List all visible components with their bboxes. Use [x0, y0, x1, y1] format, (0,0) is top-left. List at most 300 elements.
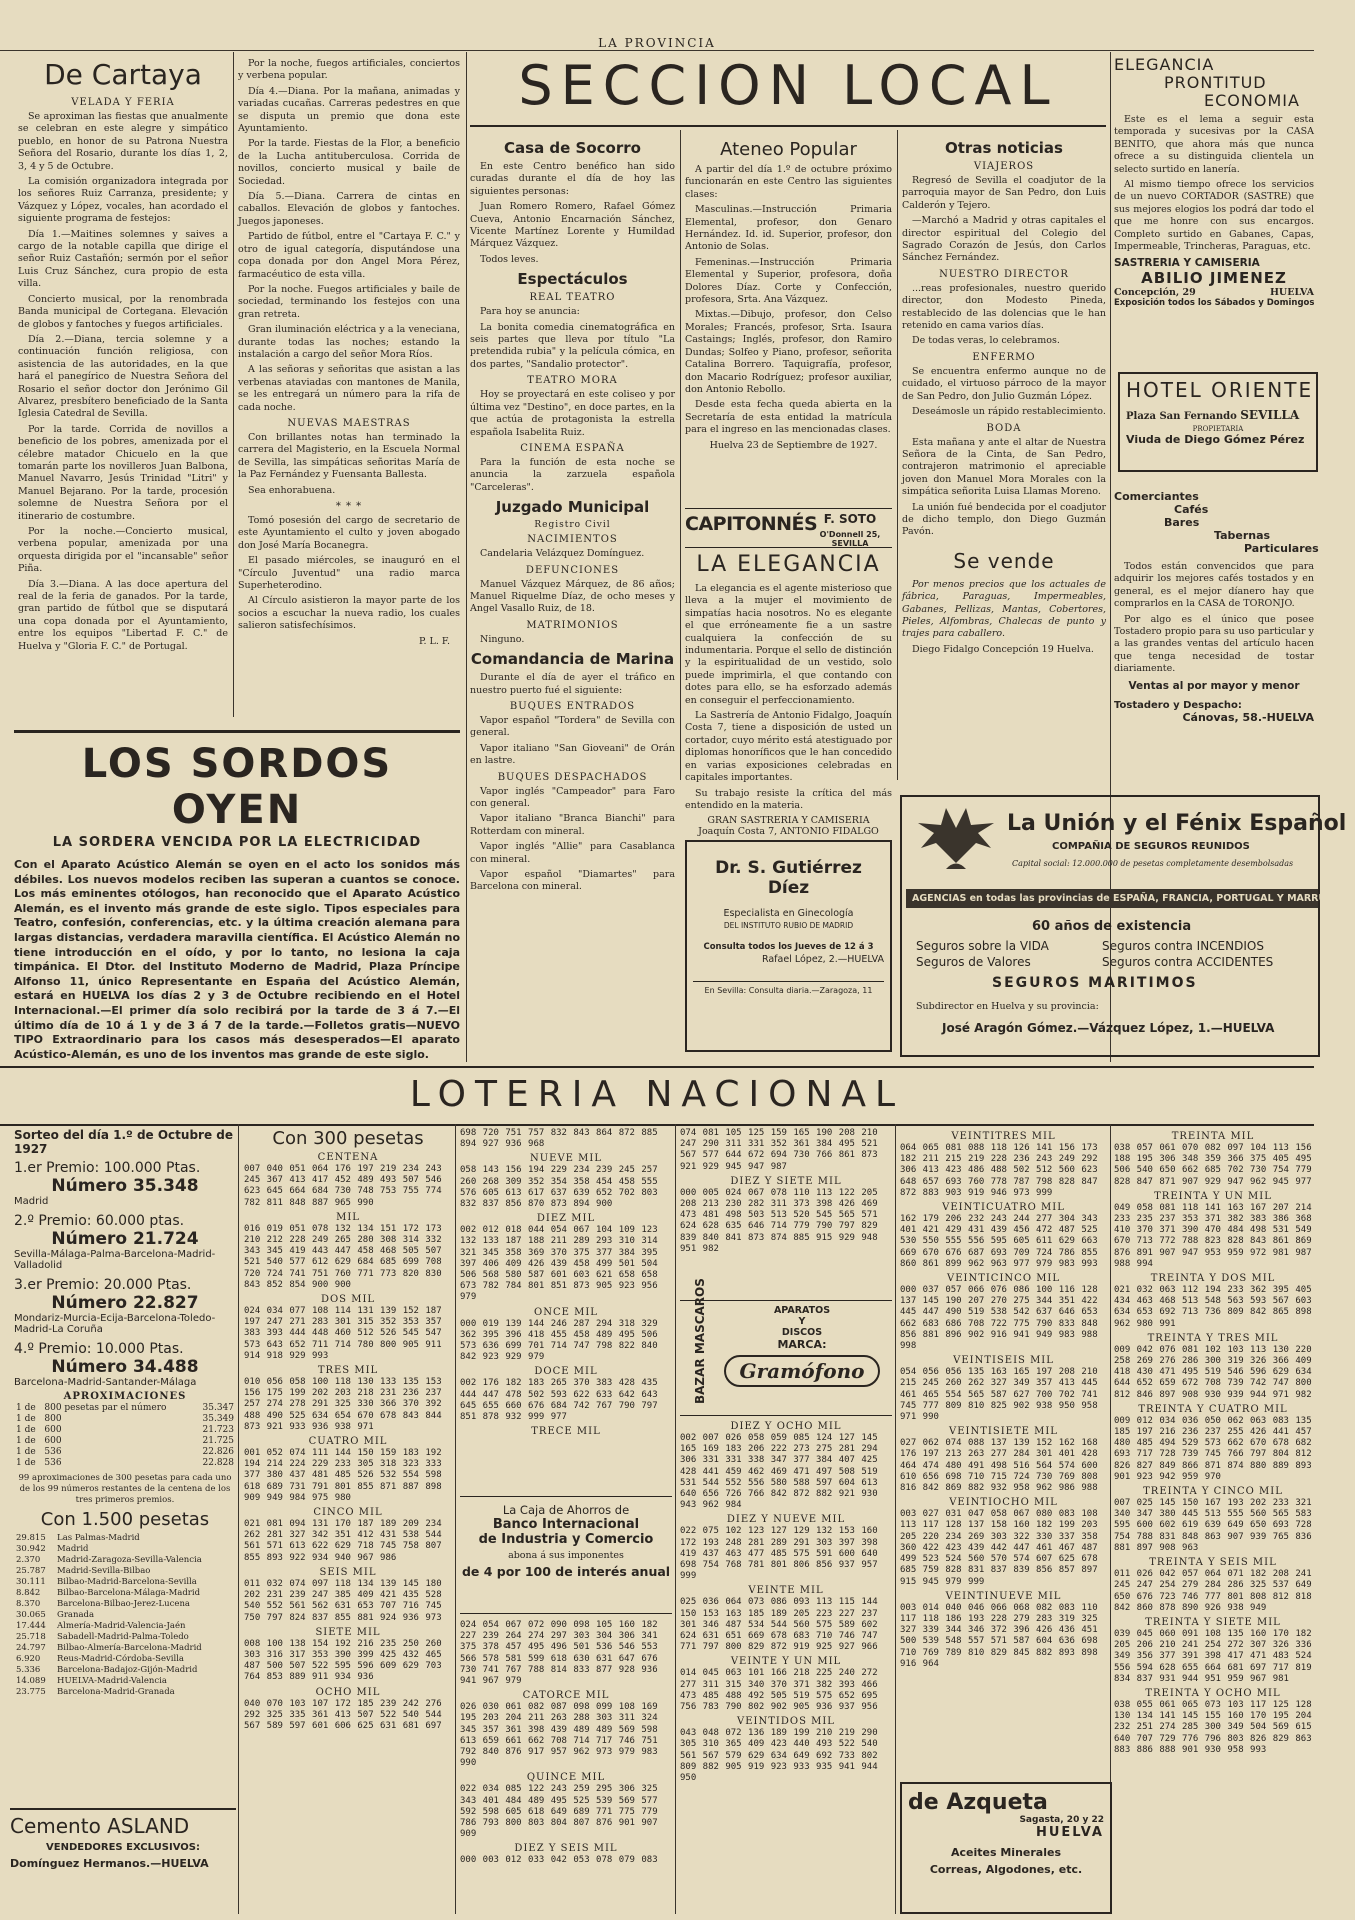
paragraph: La bonita comedia cinematográfica en seis partes que lleva por título "La pretendida rubia" y la película cómica, en dos partes, "Sandalio protector". — [470, 321, 675, 370]
table-row — [14, 1577, 236, 1588]
number-list: 698 720 751 757 832 843 864 872 885 894 927 936 968 — [460, 1128, 665, 1150]
section-heading: TEATRO MORA — [527, 375, 618, 387]
benito-line: ECONOMIA — [1204, 91, 1300, 110]
column-rule — [895, 1124, 896, 1914]
phoenix-logo-icon — [916, 803, 996, 873]
table-row — [14, 1588, 236, 1599]
loteria-results — [14, 1128, 236, 1918]
paragraph: Vapor italiano "San Gioveani" de Orán en lastre. — [470, 742, 675, 767]
table-row — [14, 1458, 236, 1469]
loteria-col-4b — [680, 1418, 892, 1798]
azqueta-name: de Azqueta — [908, 1790, 1048, 1815]
table-cell: 22.828 — [202, 1458, 234, 1468]
section-heading: VIAJEROS — [973, 161, 1035, 172]
col-local-2 — [685, 135, 892, 500]
soto-address: O'Donnell 25, SEVILLA — [819, 530, 881, 548]
tostadero-line: Cafés — [1174, 503, 1209, 516]
union-name: La Unión y el Fénix Español — [1007, 811, 1347, 836]
thousand-heading: TREINTA Y DOS MIL — [1150, 1273, 1276, 1285]
table-cell: Barcelona-Badajoz-Gijón-Madrid — [57, 1665, 198, 1675]
paragraph: Por la noche, fuegos artificiales, conciertos y verbena popular. — [238, 58, 460, 82]
paragraph: Su trabajo resiste la crítica del más entendido en la materia. — [685, 787, 892, 811]
caja-line: de Industria y Comercio — [478, 1532, 654, 1547]
cartaya-subtitle: VELADA Y FERIA — [71, 97, 175, 108]
paragraph: Esta mañana y ante el altar de Nuestra Señora de la Cinta, de San Pedro, contrajeron matrimonio el apreciable joven don Manuel Mora Morales con la simpática señorita Luisa Llamas Moreno. — [902, 436, 1106, 498]
cartaya-continued — [238, 58, 460, 718]
azqueta-line: Aceites Minerales — [951, 1846, 1061, 1859]
number-list: 049 058 081 118 141 163 167 207 214 233 235 237 353 371 382 383 386 368 410 370 371 390 470 484 498 531 549 670 713 772 788 823 828 843 861 869 876 891 907 947 953 959 972 981 987 988 994 — [1114, 1202, 1319, 1269]
number-list: 011 032 074 097 118 134 139 145 180 202 231 239 247 385 409 421 435 528 540 552 561 562 631 653 707 716 745 750 797 824 837 855 881 924 936 973 — [244, 1578, 449, 1623]
number-list: 000 037 057 066 076 086 100 116 128 137 145 190 207 270 275 344 351 422 445 447 490 519 538 542 637 646 653 662 683 686 708 722 775 790 833 848 856 881 896 902 916 941 949 983 988 998 — [900, 1285, 1105, 1352]
paragraph: Al Círculo asistieron la mayor parte de los socios a escuchar la nueva radio, los cuales salieron satisfechísimos. — [238, 595, 460, 632]
cemento-ad — [10, 1808, 236, 1914]
table-row — [14, 1544, 236, 1555]
cartaya-article — [18, 58, 228, 718]
ateneo-title: Ateneo Popular — [720, 139, 857, 160]
loteria-title: LOTERIA NACIONAL — [409, 1074, 905, 1115]
thousand-heading: VEINTISIETE MIL — [949, 1426, 1058, 1438]
union-seg: Seguros contra INCENDIOS — [1102, 939, 1264, 953]
table-row — [14, 1599, 236, 1610]
paragraph: Día 4.—Diana. Por la mañana, animadas y variadas cucañas. Carreras pedestres en que se disputa un premio que dona este Ayuntamiento. — [238, 85, 460, 135]
table-cell: 1 de — [16, 1447, 36, 1457]
table-cell: Granada — [57, 1610, 95, 1620]
number-list: 016 019 051 078 132 134 151 172 173 210 212 228 249 265 280 308 314 332 343 345 419 443 447 458 468 505 507 521 540 577 612 629 684 685 699 708 720 724 741 751 760 771 773 820 830 843 852 854 900 900 — [244, 1223, 449, 1290]
number-list: 001 052 074 111 144 150 159 183 192 194 214 224 229 233 305 318 323 333 377 380 437 481 485 526 532 554 598 618 689 731 791 801 855 871 887 898 909 949 984 975 980 — [244, 1448, 449, 1503]
azqueta-address: Sagasta, 20 y 22 — [1019, 1815, 1104, 1825]
col-local-3 — [902, 135, 1106, 775]
number-list: 002 176 182 183 265 370 383 428 435 444 447 478 502 593 622 633 642 643 645 655 660 676 684 742 767 790 797 851 878 932 999 977 — [460, 1378, 665, 1423]
prize-number: Número 22.827 — [51, 1293, 199, 1313]
section-heading: REAL TEATRO — [529, 292, 616, 304]
number-list: 009 042 076 081 102 103 113 130 220 258 269 276 286 300 319 326 366 409 418 430 471 495 519 546 596 629 634 644 652 659 672 708 739 742 747 800 812 846 897 908 930 939 944 971 982 — [1114, 1344, 1319, 1400]
tostadero-line: Tabernas — [1214, 529, 1271, 542]
soto-ad — [685, 508, 892, 548]
table-cell: 30.065 — [16, 1610, 46, 1620]
table-row — [14, 1403, 236, 1414]
table-cell: Bilbao-Almería-Barcelona-Madrid — [57, 1643, 202, 1653]
paragraph: Por la tarde. Corrida de novillos a beneficio de los pobres, amenizada por el célebre matador Chicuelo en la que tomarán parte los novilleros Juan Balbona, Manuel Navarro, Jesús Trinidad "Litri" y Manuel Bejarano. Por la tarde, procesión solemne de Nuestra Señora por el itinerario de costumbre. — [18, 423, 228, 522]
number-list: 054 056 056 135 163 165 197 208 210 215 245 260 262 327 349 357 413 445 461 465 554 565 587 627 700 702 741 745 777 809 810 825 902 938 950 958 971 990 — [900, 1367, 1105, 1423]
paragraph: Se aproximan las fiestas que anualmente se celebran en este alegre y simpático pueblo, en honor de su Patrona Nuestra Señora del Rosario, durante los días 1, 2, 3, 4 y 5 de Octubre. — [18, 111, 228, 172]
thousand-heading: TREINTA Y SIETE MIL — [1145, 1616, 1281, 1628]
paragraph: Gran iluminación eléctrica y a la veneciana, durante todas las noches; estando la instalación a cargo del señor Mora Ríos. — [238, 324, 460, 360]
thousand-heading: VEINTITRES MIL — [951, 1131, 1056, 1142]
paragraph: Juan Romero Romero, Rafael Gómez Cueva, Antonio Encarnación Sánchez, Vicente Martínez Lorente y Humildad Márquez Vázquez. — [470, 201, 675, 250]
paragraph: Por la tarde. Fiestas de la Flor, a beneficio de la Lucha antituberculosa. Corrida de novillos, concierto musical y baile de Sociedad. — [238, 138, 460, 187]
cemento-seller: Domínguez Hermanos.—HUELVA — [10, 1857, 209, 1870]
aparatos-line: MARCA: — [777, 1338, 827, 1351]
paragraph: Durante el día de ayer el tráfico en nuestro puerto fué el siguiente: — [470, 672, 675, 696]
cemento-title: Cemento ASLAND — [10, 1814, 190, 1838]
number-list: 022 034 085 122 243 259 295 306 325 343 401 484 489 495 525 539 569 577 592 598 605 618 649 689 771 775 779 786 793 800 803 804 807 876 901 907 909 — [460, 1784, 665, 1840]
tostadero-line: Particulares — [1244, 542, 1319, 555]
table-cell: 8.370 — [16, 1599, 41, 1609]
seccion-local-header — [470, 50, 1106, 127]
marina-title: Comandancia de Marina — [470, 650, 675, 669]
thousand-heading: SIETE MIL — [315, 1626, 381, 1638]
thousand-heading: VEINTE MIL — [748, 1585, 824, 1597]
paragraph: De todas veras, lo celebramos. — [912, 335, 1060, 347]
number-list: 039 045 060 091 108 135 160 170 182 205 206 210 241 254 272 307 326 336 349 356 377 391 398 417 471 483 524 556 594 628 655 664 681 697 717 819 834 837 931 944 951 959 967 981 — [1114, 1628, 1319, 1684]
thousand-heading: TREINTA MIL — [1171, 1131, 1255, 1142]
bazar-side-label: BAZAR MASCAROS — [693, 1278, 707, 1404]
table-cell: Bilbao-Barcelona-Málaga-Madrid — [57, 1588, 201, 1598]
union-maritimos: SEGUROS MARITIMOS — [992, 975, 1198, 991]
union-fenix-ad — [900, 795, 1355, 1057]
number-list: 002 007 026 058 059 085 124 127 145 165 169 183 206 222 273 275 281 294 306 331 331 338 347 377 384 407 425 428 441 459 462 469 471 497 508 519 531 544 552 556 580 588 597 604 613 640 656 726 766 842 872 882 921 930 943 962 984 — [680, 1433, 885, 1511]
paragraph: Por la noche. Fuegos artificiales y baile de sociedad, terminando los festejos con una gran retreta. — [238, 283, 460, 320]
table-row — [14, 1621, 236, 1632]
c1500-table — [14, 1533, 236, 1698]
benito-line: ELEGANCIA — [1114, 55, 1215, 74]
paragraph: Para la función de esta noche se anuncia la zarzuela española "Carceleras". — [470, 456, 675, 493]
paragraph: Por la noche.—Concierto musical, verbena popular, amenizada por una orquesta dirigida por el "incansable" señor Piña. — [18, 526, 228, 575]
number-list: 027 062 074 088 137 139 152 162 168 176 197 213 263 277 284 301 401 428 464 474 480 491 498 516 564 574 600 610 656 698 710 715 724 730 769 808 816 842 869 882 932 958 962 986 988 — [900, 1438, 1105, 1494]
number-list: 058 143 156 194 229 234 239 245 257 260 268 309 352 354 358 454 458 555 576 605 613 617 637 639 652 702 803 832 837 856 870 873 894 900 — [460, 1165, 665, 1210]
section-heading: NACIMIENTOS — [527, 534, 618, 546]
thousand-heading: TRECE MIL — [531, 1426, 601, 1438]
paragraph: Se encuentra enfermo aunque no de cuidado, el virtuoso párroco de la mayor de San Pedro, don Julio Guzmán López. — [902, 365, 1106, 402]
table-cell: Reus-Madrid-Córdoba-Sevilla — [57, 1654, 184, 1664]
loteria-header — [0, 1066, 1314, 1126]
thousand-heading: VEINTICINCO MIL — [946, 1273, 1061, 1285]
c300-title: Con 300 pesetas — [272, 1128, 424, 1149]
paragraph: Vapor italiano "Branca Bianchi" para Rotterdam con mineral. — [470, 813, 675, 837]
paragraph: Por algo es el único que posee Tostadero propio para su uso particular y a las grandes ventas del artículo hacen que tenga necesidad de tostar diariamente. — [1114, 613, 1314, 675]
hotel-owner: Viuda de Diego Gómez Pérez — [1126, 433, 1305, 446]
thousand-heading: DIEZ Y SIETE MIL — [730, 1175, 842, 1187]
paragraph: Día 3.—Diana. A las doce apertura del real de la feria de ganados. Por la tarde, gran partido de fútbol que se disputará una copa donada por el Ayuntamiento, entre los equipos "Libertad F. C." de Huelva y "Gloria F. C." de Portugal. — [18, 578, 228, 652]
vende-body: Por menos precios que los actuales de fábrica, Paraguas, Impermeables, Gabanes, Pellizas, Mantas, Cobertores, Pieles, Alfombras, Chalecas de punto y trajes para caballero. — [902, 578, 1106, 640]
prize-label: 1.er Premio: 100.000 Ptas. — [14, 1160, 201, 1176]
table-cell: 35.347 — [202, 1403, 234, 1413]
union-sub: Subdirector en Huelva y su provincia: — [916, 1001, 1099, 1012]
paragraph: Ninguno. — [480, 633, 525, 645]
paragraph: Al mismo tiempo ofrece los servicios de un nuevo CORTADOR (SASTRE) que sus mejores elogios los podrá dar todo el que me honre con sus encargos. Completo surtido en Gabanes, Capas, Impermeable, Trincheras, Paraguas, etc. — [1114, 179, 1314, 253]
union-capital: Capital social: 12.000.000 de pesetas completamente desembolsadas — [1012, 859, 1294, 868]
paragraph: Desde esta fecha queda abierta en la Secretaría de esta entidad la matrícula para el ingreso en las mencionadas clases. — [685, 399, 892, 436]
table-cell: Sabadell-Madrid-Palma-Toledo — [57, 1632, 189, 1642]
number-list: 040 070 103 107 172 185 239 242 276 292 325 335 361 413 507 522 540 544 567 589 597 601 606 625 631 681 697 — [244, 1698, 449, 1731]
hotel-ad — [1118, 372, 1318, 472]
paragraph: En este Centro benéfico han sido curadas durante el día de hoy las siguientes personas: — [470, 161, 675, 197]
paragraph: Femeninas.—Instrucción Primaria Elemental y Superior, profesora, doña Dolores Díaz. Corte y Confección, profesora, Srta. Ana Vázquez. — [685, 256, 892, 306]
hotel-name: HOTEL ORIENTE — [1126, 378, 1314, 402]
masthead: LA PROVINCIA — [0, 36, 1314, 51]
number-list: 014 045 063 101 166 218 225 240 272 277 311 315 340 370 371 382 393 466 473 485 488 492 505 519 575 652 695 756 783 790 802 902 905 936 937 956 — [680, 1668, 885, 1713]
elegancia-title: LA ELEGANCIA — [696, 552, 881, 577]
thousand-heading: TRES MIL — [317, 1365, 379, 1377]
table-cell: Almería-Madrid-Valencia-Jaén — [57, 1621, 186, 1631]
table-cell: 30.942 — [16, 1544, 46, 1554]
thousand-heading: TREINTA Y CUATRO MIL — [1138, 1403, 1288, 1415]
table-row — [14, 1436, 236, 1447]
prize-number: Número 34.488 — [51, 1357, 199, 1377]
paragraph: Vapor español "Tordera" de Sevilla con general. — [470, 714, 675, 739]
table-cell: 25.718 — [16, 1632, 46, 1642]
thousand-heading: TREINTA Y TRES MIL — [1147, 1332, 1279, 1344]
paragraph: Día 2.—Diana, tercia solemne y a continuación función religiosa, con asistencia de las autoridades, en la que hará el panegírico de Nuestra Señora del Rosario el señor doctor don Jerónimo Gil Alvarez, presbítero beneficiado de la Santa Iglesia Catedral de Sevilla. — [18, 333, 228, 420]
thousand-heading: DIEZ Y OCHO MIL — [730, 1421, 842, 1432]
paragraph: La comisión organizadora integrada por los señores Ruiz Carranza, presidente; y Vázquez y López, vocales, han acordado el siguiente programa de festejos: — [18, 176, 228, 225]
paragraph: Con brillantes notas han terminado la carrera del Magisterio, en la Escuela Normal de Sevilla, las simpáticas señoritas María de la Paz Fernández y Fuensanta Ballesta. — [238, 431, 460, 481]
number-list: 064 065 081 088 118 126 141 156 173 182 211 215 219 228 236 243 249 292 306 413 423 486 488 502 512 560 623 648 657 693 760 778 787 798 828 847 872 883 903 919 946 973 999 — [900, 1143, 1105, 1198]
number-list: 003 027 031 047 058 067 080 083 108 113 117 128 137 158 160 182 199 203 205 220 234 269 303 322 330 337 358 360 422 423 439 442 447 461 467 487 499 523 524 560 570 574 607 625 678 685 759 828 831 837 839 856 857 897 915 945 979 999 — [900, 1509, 1105, 1587]
section-heading: BUQUES DESPACHADOS — [497, 771, 648, 783]
benito-owner: ABILIO JIMENEZ — [1141, 269, 1287, 288]
table-cell: 1 de — [16, 1414, 36, 1424]
paragraph: Para hoy se anuncia: — [480, 306, 580, 318]
thousand-heading: VEINTICUATRO MIL — [942, 1202, 1065, 1214]
loteria-col-5 — [900, 1128, 1107, 1778]
number-list: 007 025 145 150 167 193 202 233 321 340 347 380 445 513 555 560 565 583 595 600 602 619 639 649 650 693 728 754 788 831 848 863 907 939 765 836 881 897 908 963 — [1114, 1498, 1319, 1553]
seccion-title: SECCION LOCAL — [518, 54, 1058, 117]
sordos-title: LOS SORDOS OYEN — [81, 741, 393, 833]
table-cell: 23.775 — [16, 1687, 46, 1697]
thousand-heading: MIL — [336, 1211, 360, 1223]
vende-footer: Diego Fidalgo Concepción 19 Huelva. — [912, 643, 1094, 655]
paragraph: —Marchó a Madrid y otras capitales el director espiritual del Colegio del Sagrado Corazón de Jesús, don Carlos Sánchez Fernández. — [902, 215, 1106, 264]
doctor-sevilla: En Sevilla: Consulta diaria.—Zaragoza, 11 — [693, 981, 884, 995]
loteria-col-3 — [460, 1128, 672, 1488]
approx-table — [14, 1403, 236, 1469]
elegancia-ad — [685, 552, 892, 838]
elegancia-footer: GRAN SASTRERIA Y CAMISERIA — [707, 815, 870, 827]
number-list: 007 040 051 064 176 197 219 234 243 245 367 413 417 452 489 493 507 546 623 645 664 684 730 748 753 755 774 782 811 848 887 965 990 — [244, 1164, 449, 1208]
tostadero-label: Tostadero y Despacho: — [1114, 699, 1242, 711]
caja-line: La Caja de Ahorros de — [502, 1503, 630, 1517]
table-cell: 22.826 — [202, 1447, 234, 1457]
number-list: 074 081 105 125 159 165 190 208 210 247 290 311 331 352 361 384 495 521 567 577 644 672 694 730 766 861 873 921 929 945 947 987 — [680, 1128, 885, 1172]
table-cell: Madrid-Zaragoza-Sevilla-Valencia — [57, 1555, 202, 1565]
thousand-heading: TREINTA Y SEIS MIL — [1149, 1557, 1277, 1569]
caja-line: Banco Internacional — [492, 1517, 640, 1532]
number-list: 024 054 067 072 090 098 105 160 182 227 239 264 274 297 303 304 306 341 375 378 457 495 496 501 536 546 553 566 578 581 599 618 630 631 647 676 730 741 767 788 814 833 877 928 936 941 967 979 — [460, 1620, 665, 1687]
table-row — [14, 1447, 236, 1458]
table-row — [14, 1610, 236, 1621]
union-seg: Seguros sobre la VIDA — [916, 939, 1049, 953]
paragraph: Deseámosle un rápido restablecimiento. — [912, 406, 1106, 418]
table-row — [14, 1533, 236, 1544]
azqueta-ad — [900, 1782, 1112, 1914]
table-cell: 21.725 — [202, 1436, 234, 1446]
prize-place: Sevilla-Málaga-Palma-Barcelona-Madrid-Valladolid — [14, 1249, 216, 1271]
loteria-col-2 — [244, 1128, 452, 1916]
table-cell: 536 — [44, 1458, 62, 1468]
number-list: 022 075 102 123 127 129 132 153 160 172 193 248 281 289 291 303 397 398 419 437 463 477 485 575 591 600 640 698 754 768 781 801 806 856 937 957 999 — [680, 1526, 885, 1582]
paragraph: La unión fué bendecida por el coadjutor de dicho templo, don Diego Guzmán Pavón. — [902, 501, 1106, 538]
table-row — [14, 1665, 236, 1676]
column-rule — [675, 1124, 676, 1914]
table-cell: 24.797 — [16, 1643, 46, 1653]
paragraph: Candelaria Velázquez Domínguez. — [480, 548, 645, 560]
union-agencias: AGENCIAS en todas las provincias de ESPAÑA, FRANCIA, PORTUGAL Y MARRUECOS — [906, 889, 1318, 908]
number-list: 002 012 018 044 054 067 104 109 123 132 133 187 188 211 289 293 310 314 321 345 358 369 370 375 377 384 395 397 406 409 426 439 458 499 501 504 506 568 580 587 601 603 621 658 658 673 782 784 801 851 873 905 923 956 979 — [460, 1225, 665, 1303]
caja-ahorros-ad — [460, 1496, 672, 1614]
benito-city: HUELVA — [1269, 287, 1314, 299]
paragraph: Mixtas.—Dibujo, profesor, don Celso Morales; Francés, profesor, Srta. Isaura Castaings; Inglés, profesor, don Ramiro Dundas; Solfeo y Piano, profesor, señorita Catalina Borrero. Taquigrafía, profesor, don Macario Rodríguez; profesor auxiliar, don Antonio Rebollo. — [685, 309, 892, 395]
union-seg: Seguros de Valores — [916, 955, 1031, 969]
cartaya-title: De Cartaya — [44, 58, 202, 91]
c1500-title: Con 1.500 pesetas — [40, 1509, 210, 1530]
paragraph: Todos leves. — [480, 253, 539, 265]
table-row — [14, 1566, 236, 1577]
table-cell: 29.815 — [16, 1533, 46, 1543]
prize-number: Número 35.348 — [51, 1176, 199, 1196]
table-cell: 1 de — [16, 1458, 36, 1468]
thousand-heading: DIEZ Y NUEVE MIL — [726, 1514, 846, 1526]
section-heading: ENFERMO — [972, 351, 1036, 363]
number-list: 009 012 034 036 050 062 063 083 135 185 197 216 236 237 255 426 441 457 480 485 494 529 573 662 670 678 682 693 717 728 739 745 766 797 804 812 826 827 849 866 871 874 880 889 893 901 923 942 959 970 — [1114, 1415, 1319, 1482]
table-cell: 14.089 — [16, 1676, 46, 1686]
paragraph: Regresó de Sevilla el coadjutor de la parroquia mayor de San Pedro, don Luis Calderón y Tejero. — [902, 175, 1106, 211]
number-list: 011 026 042 057 064 071 182 208 241 245 247 254 279 284 286 325 537 649 650 676 723 746 777 801 808 812 818 842 860 878 890 926 938 949 — [1114, 1569, 1319, 1613]
thousand-heading: SEIS MIL — [319, 1566, 377, 1578]
col-local-1 — [470, 135, 675, 1060]
thousand-heading: NUEVE MIL — [529, 1153, 602, 1165]
table-cell: 1 de — [16, 1436, 36, 1446]
tostadero-address: Cánovas, 58.-HUELVA — [1182, 710, 1314, 724]
paragraph: Este es el lema a seguir esta temporada y sucesivas por la CASA BENITO, que ahora más que nunca ofrece a su distinguida clientela un selecto surtido en lanería. — [1114, 114, 1314, 175]
table-row — [14, 1643, 236, 1654]
table-row — [14, 1414, 236, 1425]
paragraph: Día 5.—Diana. Carrera de cintas en caballos. Elevación de globos y fantoches. Juegos japoneses. — [238, 191, 460, 227]
number-list: 025 036 064 073 086 093 113 115 144 150 153 163 185 189 205 223 227 237 301 346 487 534 544 560 575 589 602 624 631 651 669 678 683 710 746 747 771 797 800 829 872 919 925 927 966 — [680, 1597, 885, 1653]
maestras-heading: NUEVAS MAESTRAS — [287, 417, 411, 429]
number-list: 000 019 139 144 246 287 294 318 329 362 395 396 418 455 458 489 495 506 573 636 699 701 714 747 798 822 840 842 923 929 979 — [460, 1318, 665, 1363]
table-cell: Barcelona-Bilbao-Jerez-Lucena — [57, 1599, 190, 1609]
gramofono-brand: Gramófono — [724, 1355, 880, 1387]
paragraph: Concierto musical, por la renombrada Banda municipal de Cortegana. Elevación de globos y fantoches y fuegos artificiales. — [18, 293, 228, 330]
benito-shop: SASTRERIA Y CAMISERIA — [1114, 257, 1260, 270]
paragraph: El pasado miércoles, se inauguró en el "Círculo Juventud" una radio marca Superheterodino. — [238, 555, 460, 592]
thousand-heading: QUINCE MIL — [526, 1772, 606, 1784]
table-row — [14, 1425, 236, 1436]
thousand-heading: CENTENA — [317, 1152, 379, 1163]
elegancia-footer: Joaquín Costa 7, ANTONIO FIDALGO — [698, 826, 879, 838]
loteria-col-6 — [1114, 1128, 1319, 1918]
caja-line: de 4 por 100 de interés anual — [461, 1564, 671, 1579]
table-cell: 30.111 — [16, 1577, 46, 1587]
table-cell: 1 de — [16, 1425, 36, 1435]
table-cell: 6.920 — [16, 1654, 41, 1664]
column-rule — [897, 130, 898, 780]
tostadero-line: Bares — [1164, 516, 1200, 529]
table-cell: Madrid — [57, 1544, 89, 1554]
tostadero-sale: Ventas al por mayor y menor — [1128, 679, 1300, 692]
paragraph: Sea enhorabuena. — [248, 484, 336, 496]
section-heading: DEFUNCIONES — [525, 564, 620, 576]
section-heading: BODA — [986, 422, 1022, 434]
prize-label: 2.º Premio: 60.000 ptas. — [14, 1213, 185, 1229]
table-cell: 25.787 — [16, 1566, 46, 1576]
table-row — [14, 1632, 236, 1643]
loteria-col-4a — [680, 1128, 892, 1296]
paragraph: La Sastrería de Antonio Fidalgo, Joaquín Costa 7, tiene a disposición de usted un cortador, cuyo mérito está atestiguado por diplomas honoríficos que le han concedido en varias exposiciones celebradas en capitales importantes. — [685, 710, 892, 784]
soto-sub: F. SOTO — [823, 512, 877, 526]
doctor-institute: DEL INSTITUTO RUBIO DE MADRID — [723, 921, 854, 930]
table-cell: HUELVA-Madrid-Valencia — [57, 1676, 167, 1686]
doctor-hours: Consulta todos los Jueves de 12 á 3 — [703, 942, 874, 952]
thousand-heading: TREINTA Y CINCO MIL — [1143, 1486, 1283, 1498]
prize-place: Barcelona-Madrid-Santander-Málaga — [14, 1377, 197, 1388]
column-rule — [455, 1124, 456, 1914]
stars-divider: * * * — [335, 501, 363, 512]
paragraph: Vapor inglés "Allie" para Casablanca con mineral. — [470, 841, 675, 865]
union-seg: Seguros contra ACCIDENTES — [1102, 955, 1274, 969]
benito-note: Exposición todos los Sábados y Domingos — [1114, 298, 1315, 309]
paragraph: Tomó posesión del cargo de secretario de este Ayuntamiento el culto y joven abogado don José María Bocanegra. — [238, 515, 460, 551]
number-list: 000 005 024 067 078 110 113 122 205 208 213 230 282 311 373 398 426 469 473 481 498 503 513 520 545 565 571 624 628 635 646 714 779 790 797 829 839 840 841 873 874 885 915 929 948 951 982 — [680, 1187, 885, 1254]
juzgado-title: Juzgado Municipal — [495, 498, 650, 517]
aparatos-line: Y — [798, 1316, 806, 1327]
number-list: 008 100 138 154 192 216 235 250 260 303 316 317 353 390 399 425 432 465 487 500 507 522 595 596 609 629 703 764 853 889 911 934 936 — [244, 1638, 449, 1683]
aparatos-line: DISCOS — [781, 1327, 823, 1338]
tostadero-line: Comerciantes — [1114, 490, 1199, 503]
registro-civil: Registro Civil — [534, 520, 611, 531]
number-list: 038 055 061 065 073 103 117 125 128 130 134 141 145 155 160 170 195 204 232 251 274 285 300 349 504 569 615 640 707 729 776 796 803 826 829 863 883 886 888 901 930 958 993 — [1114, 1699, 1319, 1755]
thousand-heading: TREINTA Y OCHO MIL — [1145, 1687, 1281, 1699]
section-heading: NUESTRO DIRECTOR — [939, 268, 1069, 280]
thousand-heading: VEINTISEIS MIL — [953, 1355, 1054, 1367]
thousand-heading: CUATRO MIL — [308, 1436, 388, 1448]
table-cell: Madrid-Sevilla-Bilbao — [57, 1566, 151, 1576]
table-row — [14, 1555, 236, 1566]
prize-place: Mondariz-Murcia-Ecija-Barcelona-Toledo-Madrid-La Coruña — [14, 1313, 216, 1335]
thousand-heading: DOCE MIL — [534, 1366, 598, 1378]
benito-line: PRONTITUD — [1164, 73, 1267, 92]
thousand-heading: DOS MIL — [320, 1294, 376, 1306]
paragraph: Huelva 23 de Septiembre de 1927. — [709, 439, 878, 451]
number-list: 043 048 072 136 189 199 210 219 290 305 310 365 409 423 440 493 522 540 561 567 579 629 634 649 692 733 802 809 882 905 919 923 933 935 941 944 950 — [680, 1728, 885, 1784]
sorteo-title: Sorteo del día 1.º de Octubre de 1927 — [14, 1128, 234, 1156]
doctor-ad — [685, 840, 892, 1052]
hotel-address: Plaza San Fernando — [1126, 411, 1237, 422]
aparatos-line: APARATOS — [773, 1305, 831, 1316]
azqueta-city: HUELVA — [1035, 1825, 1104, 1840]
benito-address: Concepción, 29 — [1114, 287, 1196, 299]
thousand-heading: ONCE MIL — [534, 1306, 598, 1318]
prize-number: Número 21.724 — [51, 1229, 199, 1249]
azqueta-line: Correas, Algodones, etc. — [929, 1863, 1083, 1876]
sordos-subtitle: LA SORDERA VENCIDA POR LA ELECTRICIDAD — [52, 835, 422, 850]
paragraph: Manuel Vázquez Márquez, de 86 años; Manuel Riquelme Díaz, de ocho meses y Angel Vasallo Ruiz, de 18. — [470, 578, 675, 615]
section-heading: BUQUES ENTRADOS — [509, 700, 636, 712]
section-heading: CINEMA ESPAÑA — [520, 442, 625, 454]
doctor-address: Rafael López, 2.—HUELVA — [761, 954, 884, 965]
loteria-col-3b — [460, 1620, 672, 1914]
thousand-heading: CINCO MIL — [313, 1507, 383, 1519]
union-agent: José Aragón Gómez.—Vázquez López, 1.—HUELVA — [942, 1021, 1275, 1035]
paragraph: Partido de fútbol, entre el "Cartaya F. C." y otro de igual categoría, disputándose una copa donada por don Angel Mora Pérez, farmacéutico de esta villa. — [238, 231, 460, 280]
table-cell: 8.842 — [16, 1588, 41, 1598]
hotel-owner-label: PROPIETARIA — [1192, 425, 1244, 433]
table-cell: 17.444 — [16, 1621, 46, 1631]
thousand-heading: DIEZ Y SEIS MIL — [514, 1843, 618, 1855]
column-rule — [680, 130, 681, 780]
gramofono-ad — [680, 1278, 892, 1416]
paragraph: ...reas profesionales, nuestro querido director, don Modesto Pineda, restablecido de las dolencias que le han retenido en cama varios días. — [902, 282, 1106, 332]
doctor-specialty: Especialista en Ginecología — [723, 908, 854, 919]
doctor-name: Dr. S. Gutiérrez Díez — [715, 858, 862, 898]
paragraph: Hoy se proyectará en este coliseo y por última vez "Destino", en doce partes, en la que actúa de protagonista la estrella española Isabelita Ruiz. — [470, 389, 675, 438]
section-heading: MATRIMONIOS — [526, 619, 619, 631]
thousand-heading: VEINTE Y UN MIL — [730, 1656, 842, 1668]
prize-label: 4.º Premio: 10.000 Ptas. — [14, 1341, 184, 1357]
table-cell: Bilbao-Madrid-Barcelona-Sevilla — [57, 1577, 197, 1587]
benito-ad — [1114, 56, 1314, 356]
